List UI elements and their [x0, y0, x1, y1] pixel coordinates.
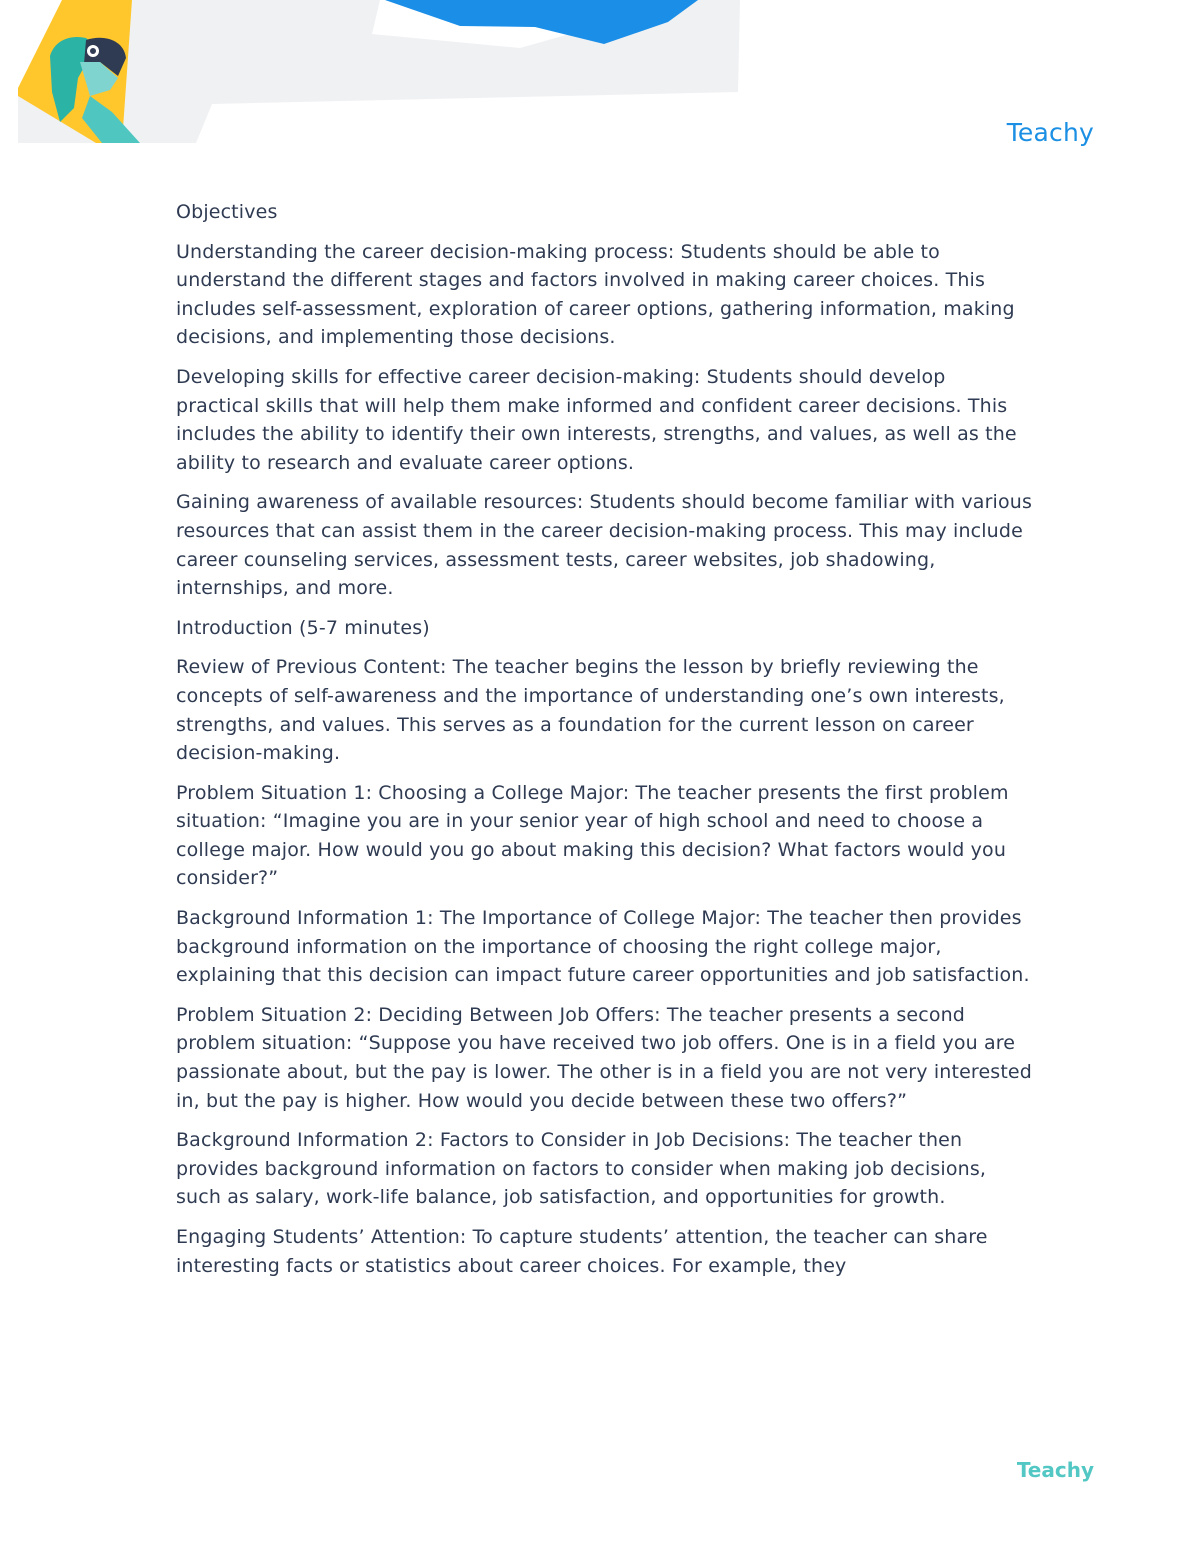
- footer-brand[interactable]: Teachy: [1016, 1458, 1094, 1482]
- objective-paragraph: Understanding the career decision-making process: Students should be able to understand the different stages and factors involved in making career choices. This includes self-assessment, exploration of career options, gathering information, making decisions, and implementing those decisions.: [176, 240, 1015, 349]
- header-decoration: [0, 0, 760, 160]
- header-brand[interactable]: Teachy: [1006, 118, 1094, 147]
- section-heading-introduction: Introduction (5-7 minutes): [176, 616, 430, 639]
- introduction-paragraph: Review of Previous Content: The teacher begins the lesson by briefly reviewing the concepts of self-awareness and the importance of understanding one’s own interests, strengths, and values. This serves as a foundation for the current lesson on career decision-making.: [176, 656, 1005, 765]
- introduction-paragraph: Problem Situation 1: Choosing a College Major: The teacher presents the first problem situation: “Imagine you are in your senior year of high school and need to choose a college major. How would you go about making this decision? What factors would you consider?”: [176, 781, 1009, 890]
- objective-paragraph: Gaining awareness of available resources: Students should become familiar with various resources that can assist them in the career decision-making process. This may include career counseling services, assessment tests, career websites, job shadowing, internships, and more.: [176, 491, 1032, 600]
- objective-paragraph: Developing skills for effective career decision-making: Students should develop practical skills that will help them make informed and confident career decisions. This includes the ability to identify their own interests, strengths, and values, as well as the ability to research and evaluate career options.: [176, 365, 1017, 474]
- introduction-paragraph: Problem Situation 2: Deciding Between Job Offers: The teacher presents a second problem situation: “Suppose you have received two job offers. One is in a field you are passionate about, but the pay is lower. The other is in a field you are not very interested in, but the pay is higher. How would you decide between these two offers?”: [176, 1003, 1032, 1112]
- section-heading-objectives: Objectives: [176, 201, 278, 223]
- introduction-paragraph: Engaging Students’ Attention: To capture students’ attention, the teacher can share interesting facts or statistics about career choices. For example, they: [176, 1226, 988, 1277]
- document-body: [176, 198, 1032, 1291]
- introduction-paragraph: Background Information 1: The Importance of College Major: The teacher then provides background information on the importance of choosing the right college major, explaining that this decision can impact future career opportunities and job satisfaction.: [176, 907, 1030, 987]
- introduction-paragraph: Background Information 2: Factors to Consider in Job Decisions: The teacher then provides background information on factors to consider when making job decisions, such as salary, work-life balance, job satisfaction, and opportunities for growth.: [176, 1129, 987, 1209]
